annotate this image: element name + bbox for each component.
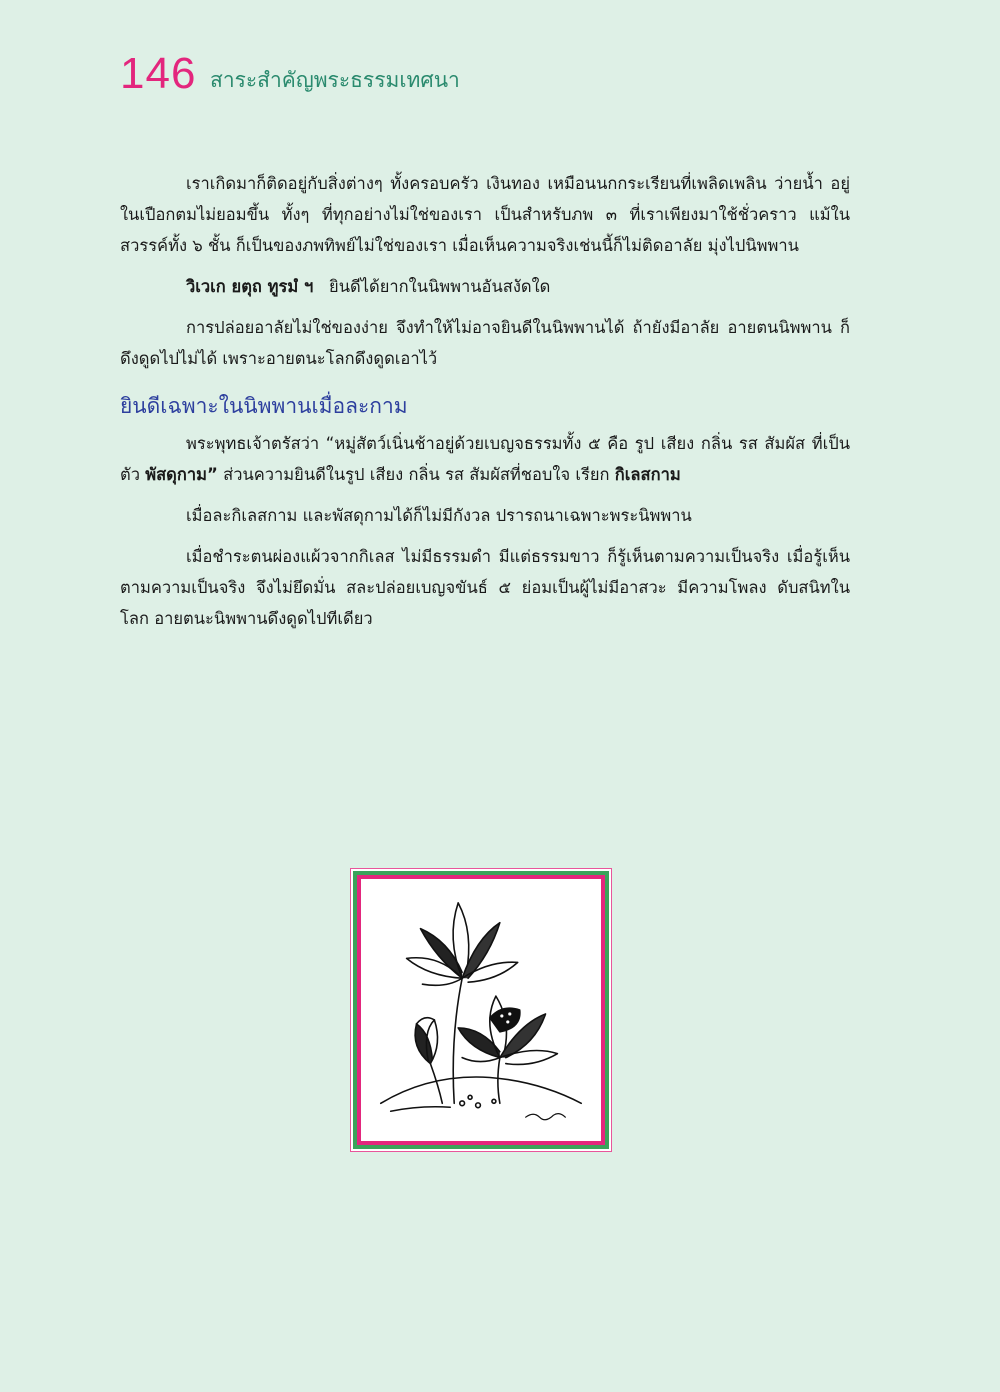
paragraph-1: เราเกิดมาก็ติดอยู่กับสิ่งต่างๆ ทั้งครอบครัว เงินทอง เหมือนนกกระเรียนที่เพลิดเพลิน ว่ายน้ำ อยู่ในเปือกตมไม่ยอมขึ้น ทั้งๆ ที่ทุกอย่างไม่ใช่ของเรา เป็นสำหรับภพ ๓ ที่เราเพียงมาใช้ชั่วคราว แม้ใน สวรรค์ทั้ง ๖ ชั้น ก็เป็นของภพทิพย์ไม่ใช่ของเรา เมื่อเห็นความจริงเช่นนี้ก็ไม่ติดอาลัย มุ่งไปนิพพาน — [120, 174, 850, 255]
section-p1-bold-b: กิเลสกาม — [614, 465, 681, 484]
section-heading: ยินดีเฉพาะในนิพพานเมื่อละกาม — [120, 394, 408, 418]
section-paragraph-2: เมื่อละกิเลสกาม และพัสดุกามได้ก็ไม่มีกังวล ปรารถนาเฉพาะพระนิพพาน — [186, 506, 692, 525]
lotus-drawing — [351, 869, 611, 1151]
book-title: สาระสำคัญพระธรรมเทศนา — [210, 68, 460, 92]
main-content — [120, 168, 850, 644]
section-p1-bold-a: พัสดุกาม” — [145, 465, 218, 484]
section-p1-text-a: พระพุทธเจ้าตรัสว่า “หมู่สัตว์เนิ่นช้าอยู่ด้วยเบญจธรรมทั้ง ๕ คือ รูป เสียง กลิ่น รส สัมผัส ที่เป็นตัว — [120, 434, 850, 484]
pali-verse: วิเวเก ยตุถ ทูรมํ ฯ — [186, 277, 314, 296]
pali-quote — [120, 271, 850, 302]
section-p1-text-b: ส่วนความยินดีในรูป เสียง กลิ่น รส สัมผัสที่ชอบใจ เรียก — [217, 465, 615, 484]
pali-translation: ยินดีได้ยากในนิพพานอันสงัดใด — [329, 277, 551, 296]
section-paragraph-3: เมื่อชำระตนผ่องแผ้วจากกิเลส ไม่มีธรรมดำ มีแต่ธรรมขาว ก็รู้เห็นตามความเป็นจริง เมื่อรู้เห็น ตามความเป็นจริง จึงไม่ยึดมั่น สละปล่อยเบญจขันธ์ ๕ ย่อมเป็นผู้ไม่มีอาสวะ มีความโพลง ดับสนิทใน โลก อายตนะนิพพานดึงดูดไปทีเดียว — [120, 547, 850, 628]
paragraph-3: การปล่อยอาลัยไม่ใช่ของง่าย จึงทำให้ไม่อาจยินดีในนิพพานได้ ถ้ายังมีอาลัย อายตนนิพพาน ก็ดึงดูดไปไม่ได้ เพราะอายตนะโลกดึงดูดเอาไว้ — [120, 318, 850, 368]
section-paragraph-1 — [120, 428, 850, 490]
lotus-illustration — [350, 868, 612, 1152]
page-number: 146 — [120, 49, 197, 98]
